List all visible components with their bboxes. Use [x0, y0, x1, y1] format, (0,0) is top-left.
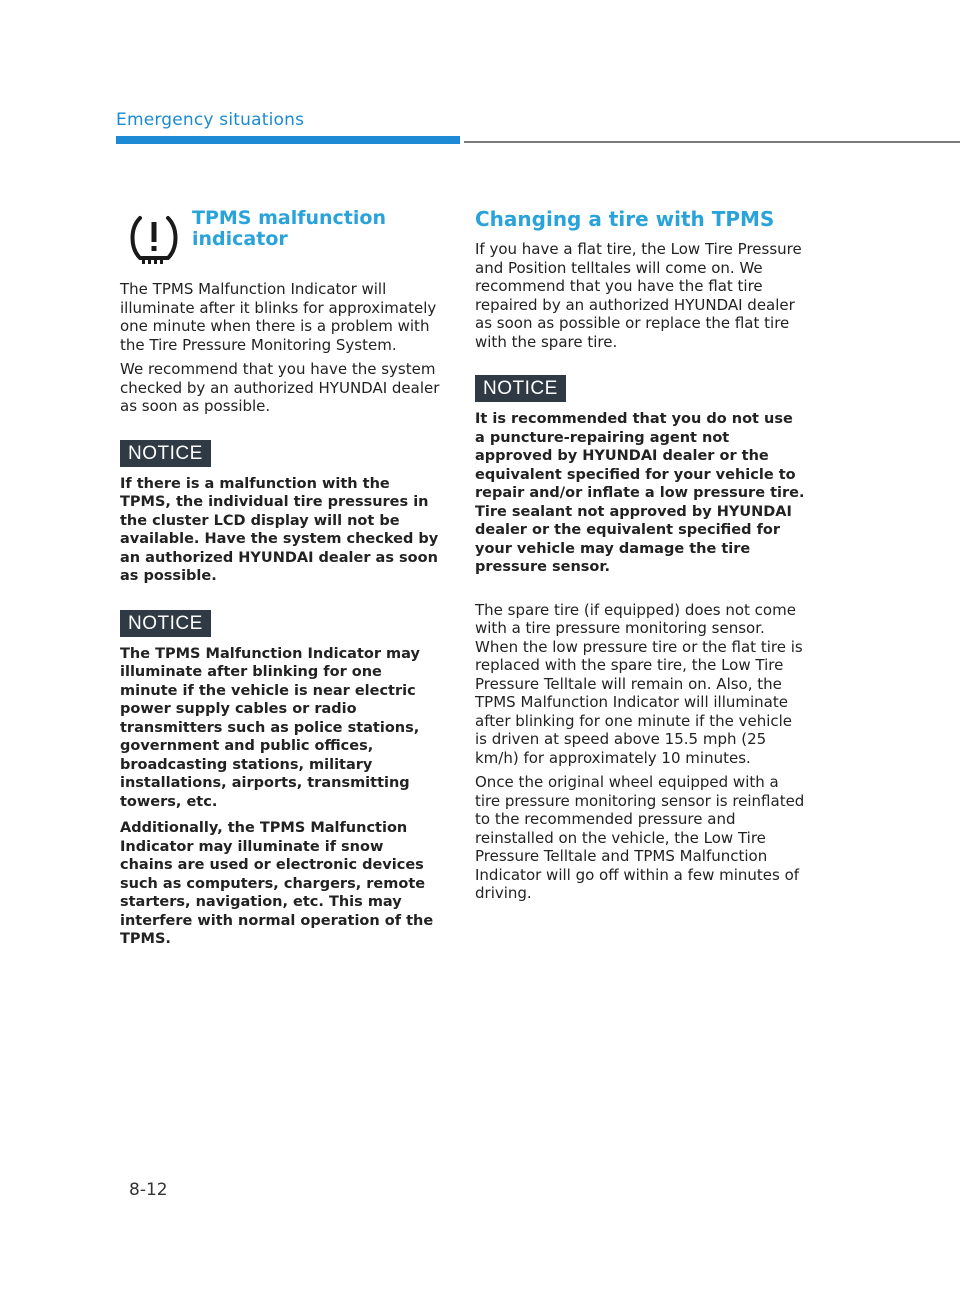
indicator-title: TPMS malfunction indicator	[192, 207, 386, 250]
left-column	[120, 206, 440, 957]
notice-box	[475, 375, 805, 577]
paragraph: The spare tire (if equipped) does not come with a tire pressure monitoring sensor. When the low pressure tire or the flat tire is replaced with the spare tire, the Low Tire Pressure Telltale will remain on. Also, the TPMS Malfunction Indicator will illuminate after blinking for one minute if the vehicle is driven at speed above 15.5 mph (25 km/h) for approximately 10 minutes.	[475, 600, 803, 767]
notice-badge: NOTICE	[120, 610, 211, 637]
header-accent-bar	[116, 136, 460, 144]
paragraph: The TPMS Malfunction Indicator will illuminate after it blinks for approximately one minute when there is a problem with the Tire Pressure Monitoring System.	[120, 280, 437, 354]
notice-text: The TPMS Malfunction Indicator may illuminate after blinking for one minute if the vehicle is near electric power supply cables or radio transmitters such as police stations, government and public offices, broadcasting stations, military installations, airports, transmitting towers, etc.	[120, 645, 420, 810]
notice-text: Additionally, the TPMS Malfunction Indicator may illuminate if snow chains are used or electronic devices such as computers, chargers, remote starters, navigation, etc. This may interfere with normal operation of the TPMS.	[120, 820, 434, 947]
right-column	[475, 206, 805, 909]
indicator-heading	[120, 206, 440, 266]
running-header-title: Emergency situations	[116, 110, 305, 130]
notice-box	[120, 440, 440, 586]
paragraph: Once the original wheel equipped with a tire pressure monitoring sensor is reinflated to the recommended pressure and reinstalled on the vehicle, the Low Tire Pressure Telltale and TPMS Malfunction Indicator will go off within a few minutes of driving.	[475, 773, 805, 902]
page-number: 8-12	[129, 1180, 168, 1200]
notice-badge: NOTICE	[120, 440, 211, 467]
section-title: Changing a tire with TPMS	[475, 207, 775, 231]
paragraph: If you have a flat tire, the Low Tire Pressure and Position telltales will come on. We recommend that you have the flat tire repaired by an authorized HYUNDAI dealer as soon as possible or replace the flat tire with the spare tire.	[475, 240, 802, 351]
header-rule	[464, 141, 960, 143]
notice-text: If there is a malfunction with the TPMS, the individual tire pressures in the cluster LCD display will not be available. Have the system checked by an authorized HYUNDAI dealer as soon as possible.	[120, 475, 439, 584]
paragraph: We recommend that you have the system checked by an authorized HYUNDAI dealer as soon as possible.	[120, 360, 440, 415]
notice-text: It is recommended that you do not use a puncture-repairing agent not approved by HYUNDAI dealer or the equivalent specified for your vehicle to repair and/or inflate a low pressure tire. Tire sealant not approved by HYUNDAI dealer or the equivalent specified for your vehicle may damage the tire pressure sensor.	[475, 411, 805, 575]
notice-box	[120, 610, 440, 949]
tpms-warning-icon	[126, 210, 182, 266]
notice-badge: NOTICE	[475, 375, 566, 402]
